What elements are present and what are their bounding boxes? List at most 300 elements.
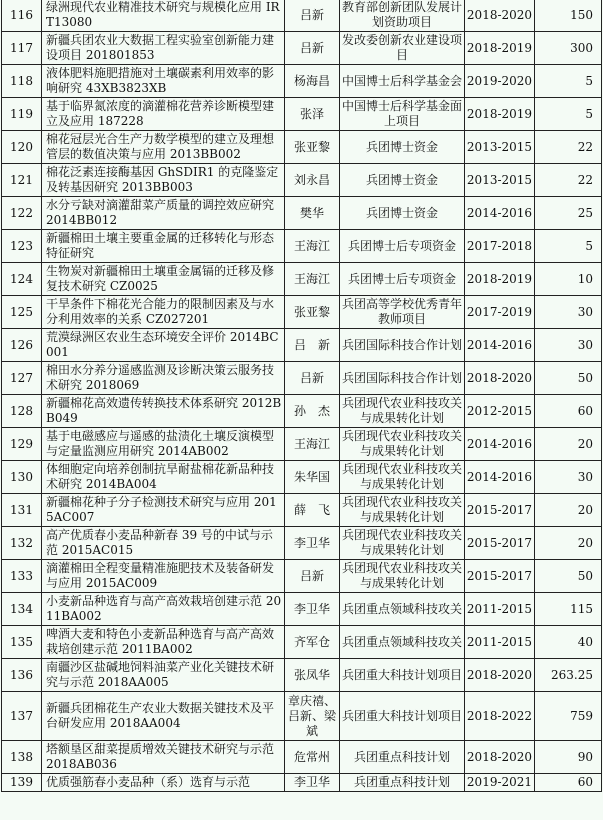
project-period: [465, 593, 535, 626]
project-title: [42, 560, 285, 593]
funding-amount-text: 90: [577, 749, 593, 764]
funding-amount: [535, 0, 602, 32]
row-number-text: 136: [10, 667, 33, 682]
funding-source: [340, 774, 465, 792]
project-leader-text: 李卫华: [293, 601, 330, 616]
funding-source: [340, 692, 465, 741]
project-leader-text: 王海江: [293, 238, 330, 253]
project-title-text: 新疆兵团农业大数据工程实验室创新能力建设项目 201801853: [46, 33, 275, 62]
project-period: [465, 494, 535, 527]
project-title-text: 新疆棉花种子分子检测技术研究与应用 2015AC007: [46, 495, 277, 524]
project-period: [465, 263, 535, 296]
funding-amount: [535, 494, 602, 527]
row-number-text: 137: [10, 708, 33, 723]
project-title: [42, 32, 285, 65]
project-leader-text: 王海江: [293, 436, 330, 451]
row-number: [2, 461, 42, 494]
funding-source: [340, 65, 465, 98]
funding-amount: [535, 659, 602, 692]
funding-source-text: 教育部创新团队发展计划资助项目: [342, 0, 463, 29]
project-period-text: 2015-2017: [466, 502, 533, 517]
project-leader: [285, 65, 340, 98]
project-title: [42, 692, 285, 741]
row-number: [2, 98, 42, 131]
project-period: [465, 0, 535, 32]
funding-source: [340, 0, 465, 32]
funding-amount: [535, 527, 602, 560]
project-title: [42, 362, 285, 395]
project-period-text: 2018-2020: [466, 749, 533, 764]
project-period: [465, 197, 535, 230]
row-number: [2, 428, 42, 461]
table-row: [2, 197, 602, 230]
project-title: [42, 527, 285, 560]
project-leader: [285, 593, 340, 626]
row-number: [2, 659, 42, 692]
funding-amount-text: 60: [577, 403, 593, 418]
project-leader: [285, 461, 340, 494]
funding-source: [340, 98, 465, 131]
project-title: [42, 263, 285, 296]
funding-amount: [535, 329, 602, 362]
row-number: [2, 131, 42, 164]
funding-source-text: 兵团博士后专项资金: [347, 271, 456, 286]
funding-amount: [535, 428, 602, 461]
funding-source-text: 兵团国际科技合作计划: [342, 370, 463, 385]
funding-amount: [535, 230, 602, 263]
row-number-text: 124: [10, 271, 33, 286]
project-leader-text: 孙 杰: [293, 403, 330, 418]
project-leader-text: 刘永昌: [293, 172, 330, 187]
funding-source: [340, 197, 465, 230]
project-period-text: 2018-2019: [466, 40, 533, 55]
project-title-text: 小麦新品种选育与高产高效栽培创建示范 2011BA002: [46, 594, 282, 623]
funding-source: [340, 296, 465, 329]
table-row: [2, 560, 602, 593]
funding-source-text: 兵团现代农业科技攻关与成果转化计划: [342, 561, 463, 590]
funding-source: [340, 527, 465, 560]
row-number-text: 123: [10, 238, 33, 253]
project-period: [465, 131, 535, 164]
project-title-text: 体细胞定向培养创制抗旱耐盐棉花新品种技术研究 2014BA004: [46, 462, 275, 491]
project-leader: [285, 230, 340, 263]
row-number-text: 139: [10, 775, 33, 789]
row-number: [2, 692, 42, 741]
funding-source-text: 兵团重大科技计划项目: [342, 667, 463, 682]
row-number: [2, 230, 42, 263]
project-period-text: 2019-2020: [466, 73, 533, 88]
table-row: [2, 164, 602, 197]
funding-source-text: 兵团博士后专项资金: [347, 238, 456, 253]
project-period-text: 2012-2015: [466, 403, 533, 418]
project-leader: [285, 659, 340, 692]
row-number: [2, 32, 42, 65]
row-number-text: 121: [10, 172, 33, 187]
row-number: [2, 164, 42, 197]
project-title-text: 南疆沙区盐碱地饲料油菜产业化关键技术研究与示范 2018AA005: [46, 660, 275, 689]
table-row: [2, 741, 602, 774]
project-leader-text: 张亚黎: [293, 304, 330, 319]
project-title-text: 生物炭对新疆棉田土壤重金属镉的迁移及修复技术研究 CZ0025: [46, 264, 275, 293]
table-row: [2, 296, 602, 329]
project-title-text: 棉花泛素连接酶基因 GhSDIR1 的克隆鉴定及转基因研究 2013BB003: [46, 165, 279, 194]
project-period-text: 2019-2021: [466, 775, 533, 789]
funding-source: [340, 131, 465, 164]
row-number-text: 125: [10, 304, 33, 319]
table-row: [2, 626, 602, 659]
project-leader: [285, 692, 340, 741]
funding-amount-text: 20: [577, 502, 593, 517]
project-leader: [285, 32, 340, 65]
funding-amount: [535, 741, 602, 774]
project-period-text: 2017-2019: [466, 304, 533, 319]
funding-source: [340, 329, 465, 362]
project-period: [465, 362, 535, 395]
row-number-text: 122: [10, 205, 33, 220]
funding-source-text: 兵团重点科技计划: [353, 775, 450, 789]
project-leader-text: 樊华: [299, 205, 324, 220]
project-title: [42, 296, 285, 329]
project-period-text: 2018-2022: [466, 708, 533, 723]
row-number-text: 138: [10, 749, 33, 764]
row-number-text: 127: [10, 370, 33, 385]
funding-source: [340, 593, 465, 626]
project-title: [42, 741, 285, 774]
funding-amount-text: 22: [577, 139, 593, 154]
project-period-text: 2018-2019: [466, 271, 533, 286]
table-row: [2, 98, 602, 131]
project-period: [465, 65, 535, 98]
project-title: [42, 197, 285, 230]
funding-source-text: 兵团重大科技计划项目: [342, 708, 463, 723]
table-row: [2, 593, 602, 626]
project-title: [42, 164, 285, 197]
project-period-text: 2015-2017: [466, 535, 533, 550]
funding-amount: [535, 65, 602, 98]
project-leader: [285, 428, 340, 461]
row-number: [2, 395, 42, 428]
project-leader: [285, 494, 340, 527]
funding-amount-text: 50: [577, 568, 593, 583]
project-period-text: 2018-2020: [466, 667, 533, 682]
funding-amount-text: 5: [585, 106, 593, 121]
project-leader-text: 吕新: [299, 7, 324, 22]
funding-amount: [535, 197, 602, 230]
row-number-text: 130: [10, 469, 33, 484]
table-row: [2, 329, 602, 362]
project-period-text: 2017-2018: [466, 238, 533, 253]
project-leader: [285, 560, 340, 593]
funding-amount: [535, 263, 602, 296]
project-title-text: 塔额垦区甜菜提质增效关键技术研究与示范 2018AB036: [46, 742, 275, 771]
funding-source: [340, 428, 465, 461]
row-number-text: 133: [10, 568, 33, 583]
project-leader-text: 杨海昌: [293, 73, 330, 88]
funding-source-text: 中国博士后科学基金面上项目: [342, 99, 463, 128]
row-number: [2, 0, 42, 32]
funding-amount: [535, 626, 602, 659]
project-period: [465, 626, 535, 659]
funding-source-text: 兵团现代农业科技攻关与成果转化计划: [342, 495, 463, 524]
funding-source: [340, 626, 465, 659]
project-title: [42, 395, 285, 428]
funding-source: [340, 395, 465, 428]
funding-source: [340, 461, 465, 494]
project-leader-text: 吕新: [299, 568, 324, 583]
row-number: [2, 362, 42, 395]
funding-source-text: 兵团现代农业科技攻关与成果转化计划: [342, 528, 463, 557]
project-title-text: 干旱条件下棉花光合能力的限制因素及与水分利用效率的关系 CZ027201: [46, 297, 275, 326]
project-title: [42, 626, 285, 659]
project-leader-text: 李卫华: [293, 775, 330, 789]
funding-amount: [535, 593, 602, 626]
project-leader-text: 吕新: [299, 370, 324, 385]
table-row: [2, 0, 602, 32]
table-row: [2, 362, 602, 395]
table-row: [2, 692, 602, 741]
project-leader-text: 薛 飞: [293, 502, 330, 517]
project-leader-text: 王海江: [293, 271, 330, 286]
row-number: [2, 741, 42, 774]
project-period: [465, 692, 535, 741]
project-leader: [285, 296, 340, 329]
project-period-text: 2018-2020: [466, 7, 533, 22]
project-title: [42, 65, 285, 98]
project-title: [42, 98, 285, 131]
project-title-text: 绿洲现代农业精准技术研究与规模化应用 IRT13080: [46, 0, 280, 29]
project-period: [465, 428, 535, 461]
table-row: [2, 527, 602, 560]
project-period: [465, 230, 535, 263]
project-leader-text: 张凤华: [293, 667, 330, 682]
row-number-text: 129: [10, 436, 33, 451]
table-row: [2, 395, 602, 428]
project-title: [42, 329, 285, 362]
project-title: [42, 461, 285, 494]
project-leader: [285, 98, 340, 131]
funding-source: [340, 230, 465, 263]
row-number: [2, 626, 42, 659]
project-table: [1, 0, 602, 792]
funding-amount-text: 22: [577, 172, 593, 187]
row-number: [2, 593, 42, 626]
row-number-text: 134: [10, 601, 33, 616]
project-period-text: 2014-2016: [466, 337, 533, 352]
funding-source: [340, 659, 465, 692]
project-leader: [285, 164, 340, 197]
funding-source-text: 兵团重点领域科技攻关: [342, 634, 463, 649]
funding-amount-text: 115: [570, 601, 593, 616]
project-leader-text: 张亚黎: [293, 139, 330, 154]
project-leader: [285, 197, 340, 230]
project-period: [465, 296, 535, 329]
project-period: [465, 329, 535, 362]
table-row: [2, 65, 602, 98]
funding-amount-text: 150: [570, 7, 593, 22]
table-row: [2, 659, 602, 692]
project-title: [42, 230, 285, 263]
project-period-text: 2018-2019: [466, 106, 533, 121]
row-number-text: 135: [10, 634, 33, 649]
project-leader: [285, 0, 340, 32]
project-title: [42, 131, 285, 164]
project-title-text: 新疆棉花高效遗传转换技术体系研究 2012BB049: [46, 396, 282, 425]
project-title: [42, 494, 285, 527]
project-period-text: 2011-2015: [466, 601, 533, 616]
project-leader-text: 章庆禧、吕新、梁斌: [287, 693, 336, 738]
project-leader: [285, 774, 340, 792]
funding-source-text: 兵团重点科技计划: [353, 749, 450, 764]
project-leader: [285, 626, 340, 659]
project-title: [42, 0, 285, 32]
funding-amount-text: 60: [577, 775, 593, 789]
funding-source-text: 兵团国际科技合作计划: [342, 337, 463, 352]
funding-source-text: 中国博士后科学基金会: [342, 73, 463, 88]
project-period-text: 2018-2020: [466, 370, 533, 385]
table-row: [2, 131, 602, 164]
project-period-text: 2011-2015: [466, 634, 533, 649]
table-row: [2, 774, 602, 792]
funding-source-text: 兵团现代农业科技攻关与成果转化计划: [342, 396, 463, 425]
project-leader-text: 吕 新: [293, 337, 330, 352]
project-period-text: 2015-2017: [466, 568, 533, 583]
funding-source: [340, 164, 465, 197]
funding-source-text: 兵团重点领域科技攻关: [342, 601, 463, 616]
funding-amount-text: 30: [577, 337, 593, 352]
project-title-text: 基于临界氮浓度的滴灌棉花营养诊断模型建立及应用 187228: [46, 99, 275, 128]
funding-amount-text: 10: [577, 271, 593, 286]
project-leader-text: 吕新: [299, 40, 324, 55]
funding-source-text: 兵团博士资金: [365, 205, 438, 220]
project-leader-text: 张泽: [299, 106, 324, 121]
funding-amount-text: 263.25: [551, 667, 593, 682]
funding-amount: [535, 296, 602, 329]
funding-source-text: 发改委创新农业建设项目: [342, 33, 463, 62]
row-number: [2, 65, 42, 98]
funding-source-text: 兵团现代农业科技攻关与成果转化计划: [342, 462, 463, 491]
project-period: [465, 741, 535, 774]
row-number: [2, 527, 42, 560]
row-number: [2, 494, 42, 527]
funding-amount: [535, 560, 602, 593]
project-title: [42, 428, 285, 461]
row-number: [2, 560, 42, 593]
funding-source: [340, 560, 465, 593]
table-row: [2, 428, 602, 461]
project-title-text: 荒漠绿洲区农业生态环境安全评价 2014BC001: [46, 330, 279, 359]
project-title: [42, 593, 285, 626]
project-period: [465, 560, 535, 593]
funding-source: [340, 32, 465, 65]
project-table-body: [2, 0, 602, 792]
row-number: [2, 296, 42, 329]
funding-amount: [535, 692, 602, 741]
funding-source: [340, 494, 465, 527]
project-period: [465, 98, 535, 131]
project-leader: [285, 263, 340, 296]
project-period-text: 2013-2015: [466, 172, 533, 187]
row-number-text: 126: [10, 337, 33, 352]
project-title-text: 棉田水分养分遥感监测及诊断决策云服务技术研究 2018069: [46, 363, 275, 392]
project-period: [465, 164, 535, 197]
project-title-text: 新疆棉田土壤主要重金属的迁移转化与形态特征研究: [46, 231, 275, 260]
project-title-text: 水分亏缺对滴灌甜菜产质量的调控效应研究 2014BB012: [46, 198, 275, 227]
project-period: [465, 32, 535, 65]
project-leader: [285, 395, 340, 428]
project-leader-text: 李卫华: [293, 535, 330, 550]
project-leader: [285, 527, 340, 560]
funding-amount-text: 20: [577, 535, 593, 550]
row-number-text: 131: [10, 502, 33, 517]
project-leader: [285, 741, 340, 774]
project-leader: [285, 131, 340, 164]
funding-source: [340, 741, 465, 774]
funding-amount: [535, 774, 602, 792]
project-period: [465, 395, 535, 428]
project-title-text: 液体肥料施肥措施对土壤碳素利用效率的影响研究 43XB3823XB: [46, 66, 275, 95]
project-title-text: 基于电磁感应与遥感的盐渍化土壤反演模型与定量监测应用研究 2014AB002: [46, 429, 275, 458]
row-number-text: 120: [10, 139, 33, 154]
row-number-text: 132: [10, 535, 33, 550]
funding-amount: [535, 461, 602, 494]
project-title-text: 棉花冠层光合生产力数学模型的建立及理想管层的数值决策与应用 2013BB002: [46, 132, 275, 161]
row-number: [2, 774, 42, 792]
project-leader-text: 朱华国: [293, 469, 330, 484]
row-number-text: 119: [10, 106, 33, 121]
funding-source: [340, 263, 465, 296]
row-number: [2, 329, 42, 362]
project-title-text: 啤酒大麦和特色小麦新品种选育与高产高效栽培创建示范 2011BA002: [46, 627, 275, 656]
funding-source: [340, 362, 465, 395]
project-leader: [285, 329, 340, 362]
funding-amount-text: 25: [577, 205, 593, 220]
funding-source-text: 兵团现代农业科技攻关与成果转化计划: [342, 429, 463, 458]
table-row: [2, 263, 602, 296]
project-period-text: 2014-2016: [466, 205, 533, 220]
project-title-text: 滴灌棉田全程变量精准施肥技术及装备研发与应用 2015AC009: [46, 561, 275, 590]
funding-amount: [535, 164, 602, 197]
funding-amount-text: 30: [577, 469, 593, 484]
table-row: [2, 32, 602, 65]
funding-amount: [535, 362, 602, 395]
project-period-text: 2014-2016: [466, 469, 533, 484]
row-number: [2, 197, 42, 230]
funding-amount: [535, 98, 602, 131]
funding-amount: [535, 395, 602, 428]
funding-amount: [535, 32, 602, 65]
project-period: [465, 659, 535, 692]
project-period: [465, 461, 535, 494]
project-period-text: 2014-2016: [466, 436, 533, 451]
funding-amount: [535, 131, 602, 164]
project-title-text: 新疆兵团棉花生产农业大数据关键技术及平台研发应用 2018AA004: [46, 701, 275, 730]
funding-source-text: 兵团博士资金: [365, 172, 438, 187]
funding-source-text: 兵团高等学校优秀青年教师项目: [342, 297, 463, 326]
table-row: [2, 461, 602, 494]
row-number-text: 128: [10, 403, 33, 418]
row-number-text: 118: [10, 73, 33, 88]
project-period: [465, 774, 535, 792]
funding-amount-text: 300: [570, 40, 593, 55]
project-leader-text: 危常州: [293, 749, 330, 764]
funding-amount-text: 759: [570, 708, 593, 723]
project-period-text: 2013-2015: [466, 139, 533, 154]
project-title-text: 高产优质春小麦品种新春 39 号的中试与示范 2015AC015: [46, 528, 273, 557]
funding-amount-text: 20: [577, 436, 593, 451]
funding-amount-text: 40: [577, 634, 593, 649]
table-row: [2, 494, 602, 527]
row-number: [2, 263, 42, 296]
